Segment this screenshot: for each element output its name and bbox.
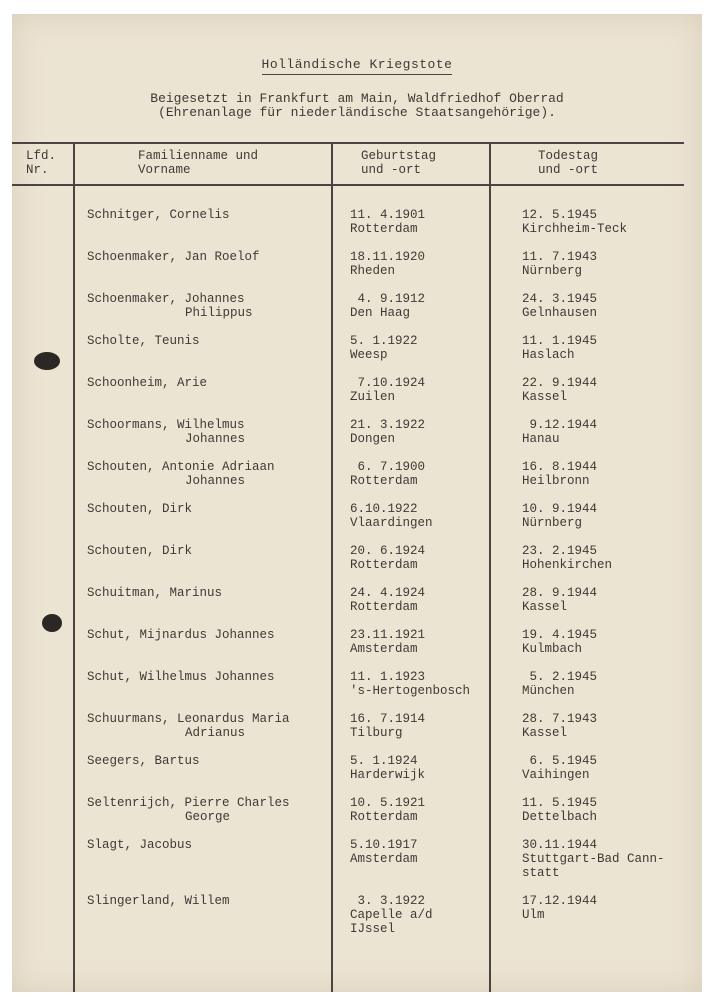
person-name: [87, 894, 337, 922]
death-info-line: [522, 614, 702, 628]
birth-info-line: 11. 1.1923: [350, 670, 426, 684]
birth-info-line: Dongen: [350, 432, 396, 446]
ink-blot: [34, 352, 60, 370]
header-birth: Geburtstag und -ort: [361, 149, 437, 177]
birth-info-line: Rotterdam: [350, 222, 418, 236]
death-info-line: 11. 1.1945: [522, 334, 598, 348]
birth-info-line: Den Haag: [350, 306, 411, 320]
person-name: [87, 418, 337, 446]
birth-info-line: 5. 1.1924: [350, 754, 418, 768]
birth-info-line: [350, 446, 500, 460]
birth-info-line: [350, 530, 500, 544]
birth-info-line: [350, 320, 500, 334]
birth-info: [350, 894, 500, 936]
death-info-line: 9.12.1944: [522, 418, 598, 432]
death-info-line: 28. 9.1944: [522, 586, 598, 600]
death-info: [522, 292, 702, 334]
death-info-line: Vaihingen: [522, 768, 590, 782]
person-name-line: Johannes: [185, 432, 246, 446]
birth-info-line: [350, 698, 500, 712]
death-info-line: [522, 824, 702, 838]
birth-info: [350, 628, 500, 670]
person-name: [87, 334, 337, 362]
birth-info-line: 5. 1.1922: [350, 334, 418, 348]
person-name-line: Seltenrijch, Pierre Charles: [87, 796, 290, 810]
person-name-line: Slingerland, Willem: [87, 894, 230, 908]
birth-info: [350, 586, 500, 628]
death-info: [522, 796, 702, 838]
death-info-line: [522, 922, 702, 936]
person-name-line: Schoenmaker, Jan Roelof: [87, 250, 260, 264]
death-info: [522, 894, 702, 936]
death-info-line: Nürnberg: [522, 264, 583, 278]
death-info-line: Kassel: [522, 726, 568, 740]
death-info: [522, 334, 702, 376]
birth-info-line: Rotterdam: [350, 810, 418, 824]
birth-info-line: Tilburg: [350, 726, 403, 740]
birth-info-line: 23.11.1921: [350, 628, 426, 642]
birth-info: [350, 712, 500, 754]
birth-info-line: 's-Hertogenbosch: [350, 684, 471, 698]
person-name-line: Schnitger, Cornelis: [87, 208, 230, 222]
birth-info-line: Rotterdam: [350, 474, 418, 488]
death-info-line: Kirchheim-Teck: [522, 222, 628, 236]
death-info-line: statt: [522, 866, 560, 880]
death-info-line: 24. 3.1945: [522, 292, 598, 306]
birth-info: [350, 544, 500, 586]
death-info-line: [522, 446, 702, 460]
birth-info-line: [350, 656, 500, 670]
person-name-line: [87, 558, 337, 572]
death-info-line: [522, 782, 702, 796]
table-header-rule: [12, 184, 684, 186]
death-info-line: [522, 488, 702, 502]
birth-info-line: [350, 740, 500, 754]
birth-info-line: 16. 7.1914: [350, 712, 426, 726]
death-info-line: 30.11.1944: [522, 838, 598, 852]
death-info: [522, 208, 702, 250]
birth-info: [350, 418, 500, 460]
death-info: [522, 670, 702, 712]
person-name-line: Seegers, Bartus: [87, 754, 200, 768]
birth-info-line: 6. 7.1900: [350, 460, 426, 474]
person-name-line: Adrianus: [185, 726, 246, 740]
person-name-line: [87, 222, 337, 236]
death-info: [522, 628, 702, 670]
ink-blot: [42, 614, 62, 632]
death-info-line: 23. 2.1945: [522, 544, 598, 558]
birth-info-line: [350, 572, 500, 586]
person-name-line: Scholte, Teunis: [87, 334, 200, 348]
birth-info: [350, 292, 500, 334]
birth-info-line: Amsterdam: [350, 642, 418, 656]
death-info-line: Gelnhausen: [522, 306, 598, 320]
person-name-line: Philippus: [185, 306, 253, 320]
birth-info: [350, 754, 500, 796]
birth-info: [350, 796, 500, 838]
person-name-line: [87, 600, 337, 614]
death-info-line: 11. 5.1945: [522, 796, 598, 810]
birth-info-line: Rotterdam: [350, 558, 418, 572]
death-info-line: [522, 530, 702, 544]
birth-info-line: [350, 236, 500, 250]
birth-info-line: [350, 614, 500, 628]
death-info-line: Kulmbach: [522, 642, 583, 656]
birth-info-line: 24. 4.1924: [350, 586, 426, 600]
death-info-line: 5. 2.1945: [522, 670, 598, 684]
person-name-line: [87, 684, 337, 698]
birth-info-line: 11. 4.1901: [350, 208, 426, 222]
death-info-line: Dettelbach: [522, 810, 598, 824]
death-info-line: 22. 9.1944: [522, 376, 598, 390]
birth-info: [350, 250, 500, 292]
death-info-line: [522, 362, 702, 376]
birth-info-line: [350, 278, 500, 292]
person-name-line: [87, 516, 337, 530]
birth-info-line: Weesp: [350, 348, 388, 362]
birth-info-line: [350, 488, 500, 502]
person-name: [87, 796, 337, 824]
birth-info: [350, 838, 500, 880]
person-name-line: [87, 642, 337, 656]
birth-info: [350, 208, 500, 250]
death-info-line: 17.12.1944: [522, 894, 598, 908]
death-info-line: 11. 7.1943: [522, 250, 598, 264]
person-name: [87, 544, 337, 572]
birth-info-line: Vlaardingen: [350, 516, 433, 530]
birth-info-line: 18.11.1920: [350, 250, 426, 264]
person-name-line: Schoormans, Wilhelmus: [87, 418, 245, 432]
person-name-line: Schuitman, Marinus: [87, 586, 223, 600]
person-name: [87, 628, 337, 656]
death-info-line: [522, 656, 702, 670]
death-info-line: 6. 5.1945: [522, 754, 598, 768]
death-info: [522, 586, 702, 628]
person-name: [87, 586, 337, 614]
birth-info-line: 7.10.1924: [350, 376, 426, 390]
person-name-line: [87, 348, 337, 362]
person-name: [87, 754, 337, 782]
death-info-line: 19. 4.1945: [522, 628, 598, 642]
person-name: [87, 250, 337, 278]
birth-info-line: 6.10.1922: [350, 502, 418, 516]
birth-info: [350, 460, 500, 502]
person-name-line: [87, 768, 337, 782]
person-name-line: [87, 852, 337, 866]
birth-info-line: Rotterdam: [350, 600, 418, 614]
birth-info-line: 3. 3.1922: [350, 894, 426, 908]
death-info: [522, 712, 702, 754]
death-info: [522, 460, 702, 502]
birth-info-line: [350, 866, 500, 880]
birth-info-line: 5.10.1917: [350, 838, 418, 852]
death-info-line: Nürnberg: [522, 516, 583, 530]
birth-info-line: [350, 782, 500, 796]
birth-info-line: 21. 3.1922: [350, 418, 426, 432]
death-info: [522, 376, 702, 418]
death-info: [522, 418, 702, 460]
birth-info-line: [350, 362, 500, 376]
person-name-line: [87, 908, 337, 922]
birth-info-line: Capelle a/d: [350, 908, 433, 922]
person-name-line: George: [185, 810, 231, 824]
header-name: Familienname und Vorname: [138, 149, 259, 177]
death-info: [522, 502, 702, 544]
death-info-line: Kassel: [522, 600, 568, 614]
death-info: [522, 838, 702, 880]
death-info-line: [522, 320, 702, 334]
person-name-line: Schuurmans, Leonardus Maria: [87, 712, 290, 726]
person-name: [87, 712, 337, 740]
death-info-line: [522, 236, 702, 250]
document-page: [12, 14, 702, 992]
death-info-line: [522, 278, 702, 292]
birth-info-line: 10. 5.1921: [350, 796, 426, 810]
death-info-line: [522, 698, 702, 712]
person-name-line: Schoonheim, Arie: [87, 376, 208, 390]
person-name-line: Schouten, Antonie Adriaan: [87, 460, 275, 474]
death-info: [522, 544, 702, 586]
death-info-line: 10. 9.1944: [522, 502, 598, 516]
person-name: [87, 460, 337, 488]
death-info-line: [522, 404, 702, 418]
birth-info-line: IJssel: [350, 922, 396, 936]
death-info-line: Stuttgart-Bad Cann-: [522, 852, 665, 866]
person-name: [87, 208, 337, 236]
birth-info-line: Rheden: [350, 264, 396, 278]
person-name-line: Schut, Wilhelmus Johannes: [87, 670, 275, 684]
death-info-line: 28. 7.1943: [522, 712, 598, 726]
birth-info: [350, 502, 500, 544]
person-name: [87, 376, 337, 404]
birth-info-line: 4. 9.1912: [350, 292, 426, 306]
person-name: [87, 670, 337, 698]
death-info-line: [522, 740, 702, 754]
death-info: [522, 250, 702, 292]
birth-info: [350, 334, 500, 376]
header-death: Todestag und -ort: [538, 149, 599, 177]
document-title: Holländische Kriegstote: [262, 57, 453, 75]
death-info-line: Hohenkirchen: [522, 558, 613, 572]
death-info-line: Hanau: [522, 432, 560, 446]
birth-info-line: Zuilen: [350, 390, 396, 404]
death-info-line: Ulm: [522, 908, 545, 922]
person-name-line: Schouten, Dirk: [87, 544, 193, 558]
death-info-line: Kassel: [522, 390, 568, 404]
birth-info-line: Amsterdam: [350, 852, 418, 866]
death-info-line: 16. 8.1944: [522, 460, 598, 474]
table-top-rule: [12, 142, 684, 144]
death-info-line: Haslach: [522, 348, 575, 362]
death-info-line: Heilbronn: [522, 474, 590, 488]
column-divider-nr: [73, 142, 75, 992]
person-name: [87, 502, 337, 530]
person-name-line: Schouten, Dirk: [87, 502, 193, 516]
birth-info-line: Harderwijk: [350, 768, 426, 782]
death-info-line: [522, 572, 702, 586]
death-info: [522, 754, 702, 796]
person-name-line: [87, 390, 337, 404]
death-info-line: München: [522, 684, 575, 698]
person-name-line: [87, 264, 337, 278]
person-name-line: Johannes: [185, 474, 246, 488]
birth-info: [350, 670, 500, 712]
birth-info-line: 20. 6.1924: [350, 544, 426, 558]
header-nr: Lfd. Nr.: [26, 149, 57, 177]
death-info-line: 12. 5.1945: [522, 208, 598, 222]
person-name-line: Schoenmaker, Johannes: [87, 292, 245, 306]
birth-info-line: [350, 404, 500, 418]
document-subtitle: Beigesetzt in Frankfurt am Main, Waldfriedhof Oberrad (Ehrenanlage für niederländische Staatsangehörige).: [150, 91, 564, 120]
birth-info-line: [350, 824, 500, 838]
birth-info: [350, 376, 500, 418]
person-name-line: Schut, Mijnardus Johannes: [87, 628, 275, 642]
person-name: [87, 838, 337, 866]
person-name: [87, 292, 337, 320]
person-name-line: Slagt, Jacobus: [87, 838, 193, 852]
